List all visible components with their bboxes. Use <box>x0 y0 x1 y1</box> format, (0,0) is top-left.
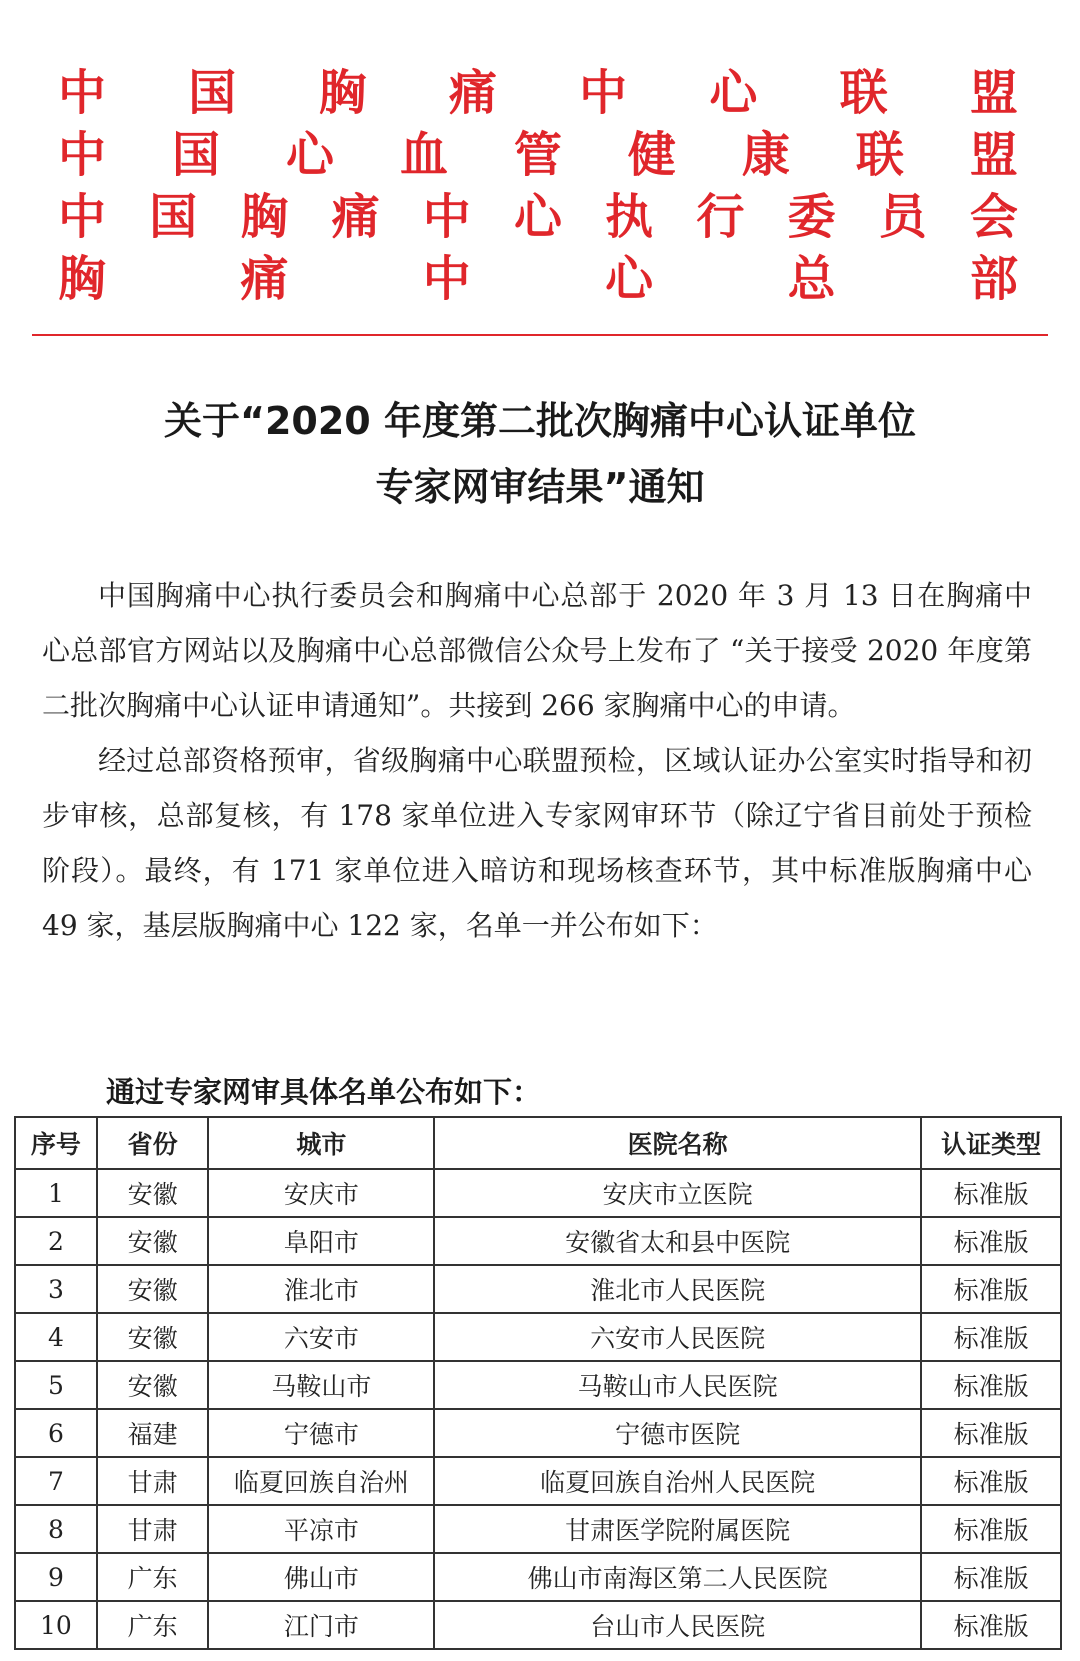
table-cell: 安庆市立医院 <box>434 1169 921 1217</box>
table-cell: 安庆市 <box>208 1169 434 1217</box>
table-cell: 4 <box>15 1313 97 1361</box>
letterhead-char: 国 <box>149 189 198 245</box>
letterhead-char: 中 <box>58 65 107 121</box>
table-cell: 广东 <box>97 1553 209 1601</box>
table-cell: 甘肃 <box>97 1457 209 1505</box>
table-header-row <box>15 1117 1061 1169</box>
letterhead-char: 委 <box>787 189 836 245</box>
table-cell: 佛山市 <box>208 1553 434 1601</box>
table-cell: 标准版 <box>921 1457 1061 1505</box>
table-cell: 淮北市 <box>208 1265 434 1313</box>
letterhead-char: 行 <box>696 189 745 245</box>
table-cell: 广东 <box>97 1601 209 1649</box>
table-cell: 宁德市 <box>208 1409 434 1457</box>
table-row <box>15 1457 1061 1505</box>
table-cell: 江门市 <box>208 1601 434 1649</box>
table-cell: 宁德市医院 <box>434 1409 921 1457</box>
letterhead-char: 中 <box>422 189 471 245</box>
table-cell: 6 <box>15 1409 97 1457</box>
results-table <box>14 1116 1062 1650</box>
table-row <box>15 1313 1061 1361</box>
letterhead-char: 心 <box>605 251 654 307</box>
letterhead-char: 部 <box>969 251 1018 307</box>
table-cell: 甘肃 <box>97 1505 209 1553</box>
column-header: 省份 <box>97 1117 209 1169</box>
table-cell: 安徽省太和县中医院 <box>434 1217 921 1265</box>
table-cell: 标准版 <box>921 1169 1061 1217</box>
table-cell: 3 <box>15 1265 97 1313</box>
letterhead-char: 痛 <box>448 65 497 121</box>
column-header: 医院名称 <box>434 1117 921 1169</box>
table-cell: 1 <box>15 1169 97 1217</box>
letterhead-divider <box>32 334 1048 336</box>
column-header: 认证类型 <box>921 1117 1061 1169</box>
letterhead-line <box>58 62 1018 124</box>
table-cell: 标准版 <box>921 1601 1061 1649</box>
table-cell: 8 <box>15 1505 97 1553</box>
letterhead-char: 会 <box>969 189 1018 245</box>
table-cell: 标准版 <box>921 1313 1061 1361</box>
letterhead-char: 心 <box>285 127 334 183</box>
table-row <box>15 1361 1061 1409</box>
table-cell: 六安市 <box>208 1313 434 1361</box>
table-cell: 标准版 <box>921 1553 1061 1601</box>
table-cell: 标准版 <box>921 1505 1061 1553</box>
letterhead-char: 国 <box>188 65 237 121</box>
table-cell: 标准版 <box>921 1217 1061 1265</box>
table-cell: 10 <box>15 1601 97 1649</box>
column-header: 序号 <box>15 1117 97 1169</box>
table-cell: 5 <box>15 1361 97 1409</box>
letterhead-char: 痛 <box>240 251 289 307</box>
body-paragraph-1: 中国胸痛中心执行委员会和胸痛中心总部于 2020 年 3 月 13 日在胸痛中心总部官方网站以及胸痛中心总部微信公众号上发布了 “关于接受 2020 年度第二批次胸痛中心认证申请通知”。共接到 266 家胸痛中心的申请。 <box>42 579 1032 722</box>
letterhead-char: 联 <box>855 127 904 183</box>
table-row <box>15 1601 1061 1649</box>
document-title <box>0 388 1080 520</box>
table-cell: 福建 <box>97 1409 209 1457</box>
letterhead-char: 心 <box>709 65 758 121</box>
table-row <box>15 1265 1061 1313</box>
column-header: 城市 <box>208 1117 434 1169</box>
letterhead-char: 胸 <box>240 189 289 245</box>
letterhead-char: 联 <box>839 65 888 121</box>
title-line-2: 专家网审结果”通知 <box>375 465 705 509</box>
table-cell: 标准版 <box>921 1409 1061 1457</box>
title-line-1: 关于“2020 年度第二批次胸痛中心认证单位 <box>164 399 916 443</box>
table-cell: 7 <box>15 1457 97 1505</box>
list-subheading: 通过专家网审具体名单公布如下： <box>106 1075 542 1109</box>
table-row <box>15 1409 1061 1457</box>
letterhead-char: 健 <box>627 127 676 183</box>
table-row <box>15 1217 1061 1265</box>
letterhead-char: 管 <box>513 127 562 183</box>
letterhead-char: 中 <box>422 251 471 307</box>
letterhead-char: 总 <box>787 251 836 307</box>
table-cell: 安徽 <box>97 1361 209 1409</box>
letterhead-char: 康 <box>741 127 790 183</box>
table-cell: 淮北市人民医院 <box>434 1265 921 1313</box>
letterhead-char: 心 <box>513 189 562 245</box>
letterhead-line <box>58 124 1018 186</box>
table-cell: 平凉市 <box>208 1505 434 1553</box>
table-cell: 安徽 <box>97 1265 209 1313</box>
table-cell: 马鞍山市人民医院 <box>434 1361 921 1409</box>
table-row <box>15 1505 1061 1553</box>
table-cell: 标准版 <box>921 1361 1061 1409</box>
table-cell: 阜阳市 <box>208 1217 434 1265</box>
letterhead-char: 中 <box>58 127 107 183</box>
letterhead-line <box>58 186 1018 248</box>
table-row <box>15 1553 1061 1601</box>
table-cell: 临夏回族自治州 <box>208 1457 434 1505</box>
letterhead <box>58 62 1018 310</box>
letterhead-char: 盟 <box>969 65 1018 121</box>
letterhead-char: 中 <box>58 189 107 245</box>
letterhead-char: 痛 <box>331 189 380 245</box>
document-body <box>42 568 1032 953</box>
table-cell: 马鞍山市 <box>208 1361 434 1409</box>
letterhead-char: 血 <box>399 127 448 183</box>
letterhead-char: 执 <box>605 189 654 245</box>
letterhead-char: 盟 <box>969 127 1018 183</box>
body-paragraph-2: 经过总部资格预审，省级胸痛中心联盟预检，区域认证办公室实时指导和初步审核，总部复核，有 178 家单位进入专家网审环节（除辽宁省目前处于预检阶段）。最终，有 171 家单位进入暗访和现场核查环节，其中标准版胸痛中心 49 家，基层版胸痛中心 122 家，名单一并公布如下： <box>42 744 1032 942</box>
letterhead-line <box>58 248 1018 310</box>
table-cell: 标准版 <box>921 1265 1061 1313</box>
table-cell: 佛山市南海区第二人民医院 <box>434 1553 921 1601</box>
table-cell: 2 <box>15 1217 97 1265</box>
table-cell: 台山市人民医院 <box>434 1601 921 1649</box>
letterhead-char: 员 <box>878 189 927 245</box>
letterhead-char: 胸 <box>58 251 107 307</box>
table-cell: 安徽 <box>97 1169 209 1217</box>
letterhead-char: 胸 <box>318 65 367 121</box>
table-cell: 六安市人民医院 <box>434 1313 921 1361</box>
table-cell: 安徽 <box>97 1313 209 1361</box>
table-row <box>15 1169 1061 1217</box>
table-cell: 甘肃医学院附属医院 <box>434 1505 921 1553</box>
table-cell: 安徽 <box>97 1217 209 1265</box>
letterhead-char: 中 <box>579 65 628 121</box>
table-cell: 9 <box>15 1553 97 1601</box>
letterhead-char: 国 <box>171 127 220 183</box>
table-cell: 临夏回族自治州人民医院 <box>434 1457 921 1505</box>
